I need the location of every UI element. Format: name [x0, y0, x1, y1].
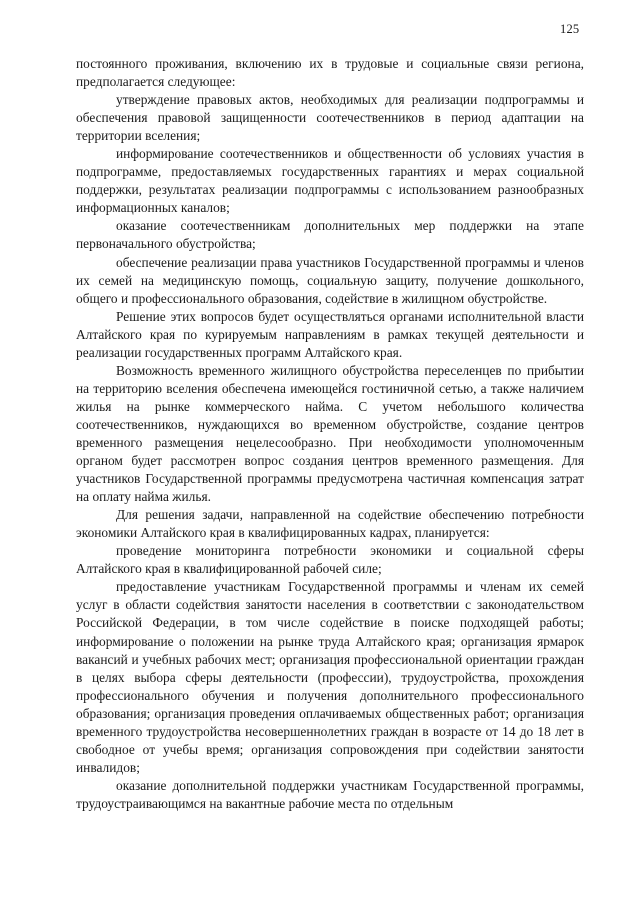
paragraph-10: предоставление участникам Государственной программы и членам их семей услуг в области содействия занятости населения в соответствии с законодательством Российской Федерации, в том числе содействие в поиске подходящей работы; информирование о положении на рынке труда Алтайского края; организация ярмарок вакансий и учебных рабочих мест; организация профессиональной ориентации граждан в целях выбора сферы деятельности (профессии), трудоустройства, прохождения профессионального обучения и получения дополнительного профессионального образования; организация проведения оплачиваемых общественных работ; организация временного трудоустройства несовершеннолетних граждан в возрасте от 14 до 18 лет в свободное от учебы время; организация сопровождения при содействии занятости инвалидов;	[76, 579, 584, 775]
paragraph-4: оказание соотечественникам дополнительных мер поддержки на этапе первоначального обустройства;	[76, 218, 584, 252]
paragraph-11: оказание дополнительной поддержки участникам Государственной программы, трудоустраивающимся на вакантные рабочие места по отдельным	[76, 777, 584, 811]
page-number: 125	[560, 22, 580, 36]
paragraph-3: информирование соотечественников и общественности об условиях участия в подпрограмме, предоставляемых государственных гарантиях и мерах социальной поддержки, результатах реализации подпрограммы с использованием разнообразных информационных каналов;	[76, 146, 584, 216]
body-text	[76, 55, 584, 813]
paragraph-5: обеспечение реализации права участников Государственной программы и членов их семей на медицинскую помощь, социальную защиту, получение дошкольного, общего и профессионального образования, содействие в жилищном обустройстве.	[76, 254, 584, 306]
paragraph-9: проведение мониторинга потребности экономики и социальной сферы Алтайского края в квалифицированной рабочей силе;	[76, 543, 584, 577]
paragraph-7: Возможность временного жилищного обустройства переселенцев по прибытии на территорию вселения обеспечена имеющейся гостиничной сетью, а также наличием жилья на рынке коммерческого найма. С учетом небольшого количества соотечественников, нуждающихся во временном обустройстве, создание центров временного размещения нецелесообразно. При необходимости уполномоченным органом будет рассмотрен вопрос создания центров временного размещения. Для участников Государственной программы предусмотрена частичная компенсация затрат на оплату найма жилья.	[76, 362, 584, 505]
paragraph-1: постоянного проживания, включению их в трудовые и социальные связи региона, предполагается следующее:	[76, 56, 584, 90]
paragraph-2: утверждение правовых актов, необходимых для реализации подпрограммы и обеспечения правовой защищенности соотечественников в период адаптации на территории вселения;	[76, 92, 584, 144]
paragraph-8: Для решения задачи, направленной на содействие обеспечению потребности экономики Алтайского края в квалифицированных кадрах, планируется:	[76, 507, 584, 541]
paragraph-6: Решение этих вопросов будет осуществляться органами исполнительной власти Алтайского края по курируемым направлениям в рамках текущей деятельности и реализации государственных программ Алтайского края.	[76, 308, 584, 360]
